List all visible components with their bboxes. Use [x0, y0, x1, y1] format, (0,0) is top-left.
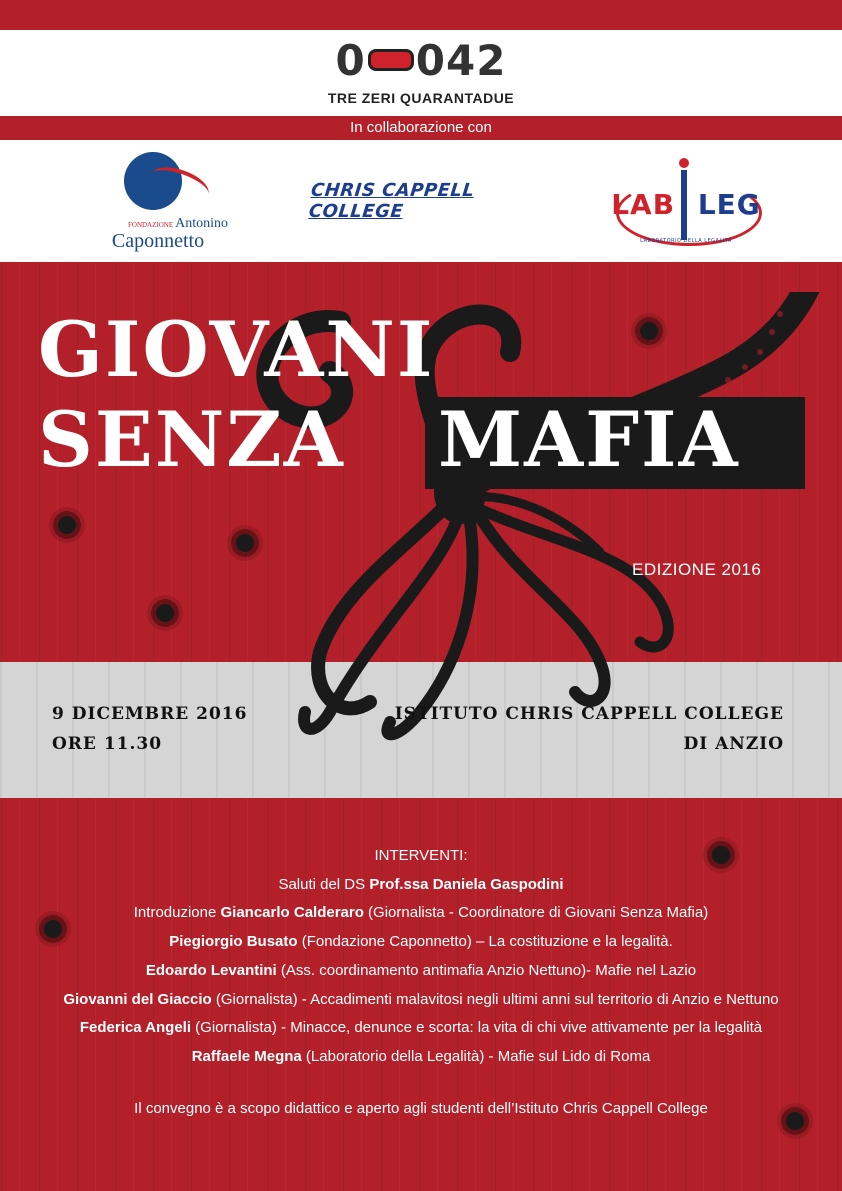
- caponnetto-logo: FONDAZIONE Antonino Caponnetto: [88, 152, 228, 252]
- program-item: Raffaele Megna (Laboratorio della Legalità) - Mafie sul Lido di Roma: [191, 1047, 651, 1065]
- program-item: Edoardo Levantini (Ass. coordinamento antimafia Anzio Nettuno)- Mafie nel Lazio: [145, 961, 697, 979]
- bullet-hole-icon: [236, 534, 254, 552]
- event-time: ORE 11.30: [52, 734, 163, 754]
- collaboration-bar: In collaborazione con: [0, 116, 842, 140]
- program-item: Introduzione Giancarlo Calderaro (Giornalista - Coordinatore di Giovani Senza Mafia): [133, 904, 709, 922]
- event-date: 9 DICEMBRE 2016: [52, 704, 248, 724]
- top-stripe: [0, 0, 842, 30]
- title-line-1: GIOVANI: [38, 305, 435, 394]
- justice-figure-icon: [676, 158, 692, 248]
- title-line-2: SENZA: [38, 395, 345, 484]
- bullet-hole-icon: [58, 516, 76, 534]
- poster-main: [0, 262, 842, 1191]
- bullet-hole-icon: [156, 604, 174, 622]
- program-item: Giovanni del Giaccio (Giornalista) - Accadimenti malavitosi negli ultimi anni sul territorio di Anzio e Nettuno: [63, 990, 779, 1008]
- program-item: Piegiorgio Busato (Fondazione Caponnetto) – La costituzione e la legalità.: [169, 933, 673, 951]
- partners-row: [0, 140, 842, 262]
- logo-pill-icon: [368, 49, 414, 71]
- logo-subtitle: TRE ZERI QUARANTADUE: [327, 90, 515, 106]
- event-note: Il convegno è a scopo didattico e aperto agli studenti dell’Istituto Chris Cappell College: [134, 1100, 708, 1117]
- edition-label: EDIZIONE 2016: [632, 560, 762, 579]
- logo-042: 0 042: [335, 36, 507, 85]
- header: [0, 30, 842, 116]
- program-item: Federica Angeli (Giornalista) - Minacce, denunce e scorta: la vita di chi vive attivamente per la legalità: [79, 1019, 763, 1037]
- bullet-hole-icon: [640, 322, 658, 340]
- chris-cappell-college-logo: CHRIS CAPPELL COLLEGE: [307, 180, 476, 222]
- program-list: [0, 842, 842, 1072]
- event-venue: ISTITUTO CHRIS CAPPELL COLLEGE: [394, 704, 784, 724]
- event-town: DI ANZIO: [683, 734, 784, 754]
- lableg-logo: LAB LEG LABORATORIO DELLA LEGALITÀ: [606, 158, 766, 258]
- title-line-3: MAFIA: [438, 395, 740, 484]
- program-item: Saluti del DS Prof.ssa Daniela Gaspodini: [278, 875, 564, 893]
- program-heading: INTERVENTI:: [374, 847, 468, 864]
